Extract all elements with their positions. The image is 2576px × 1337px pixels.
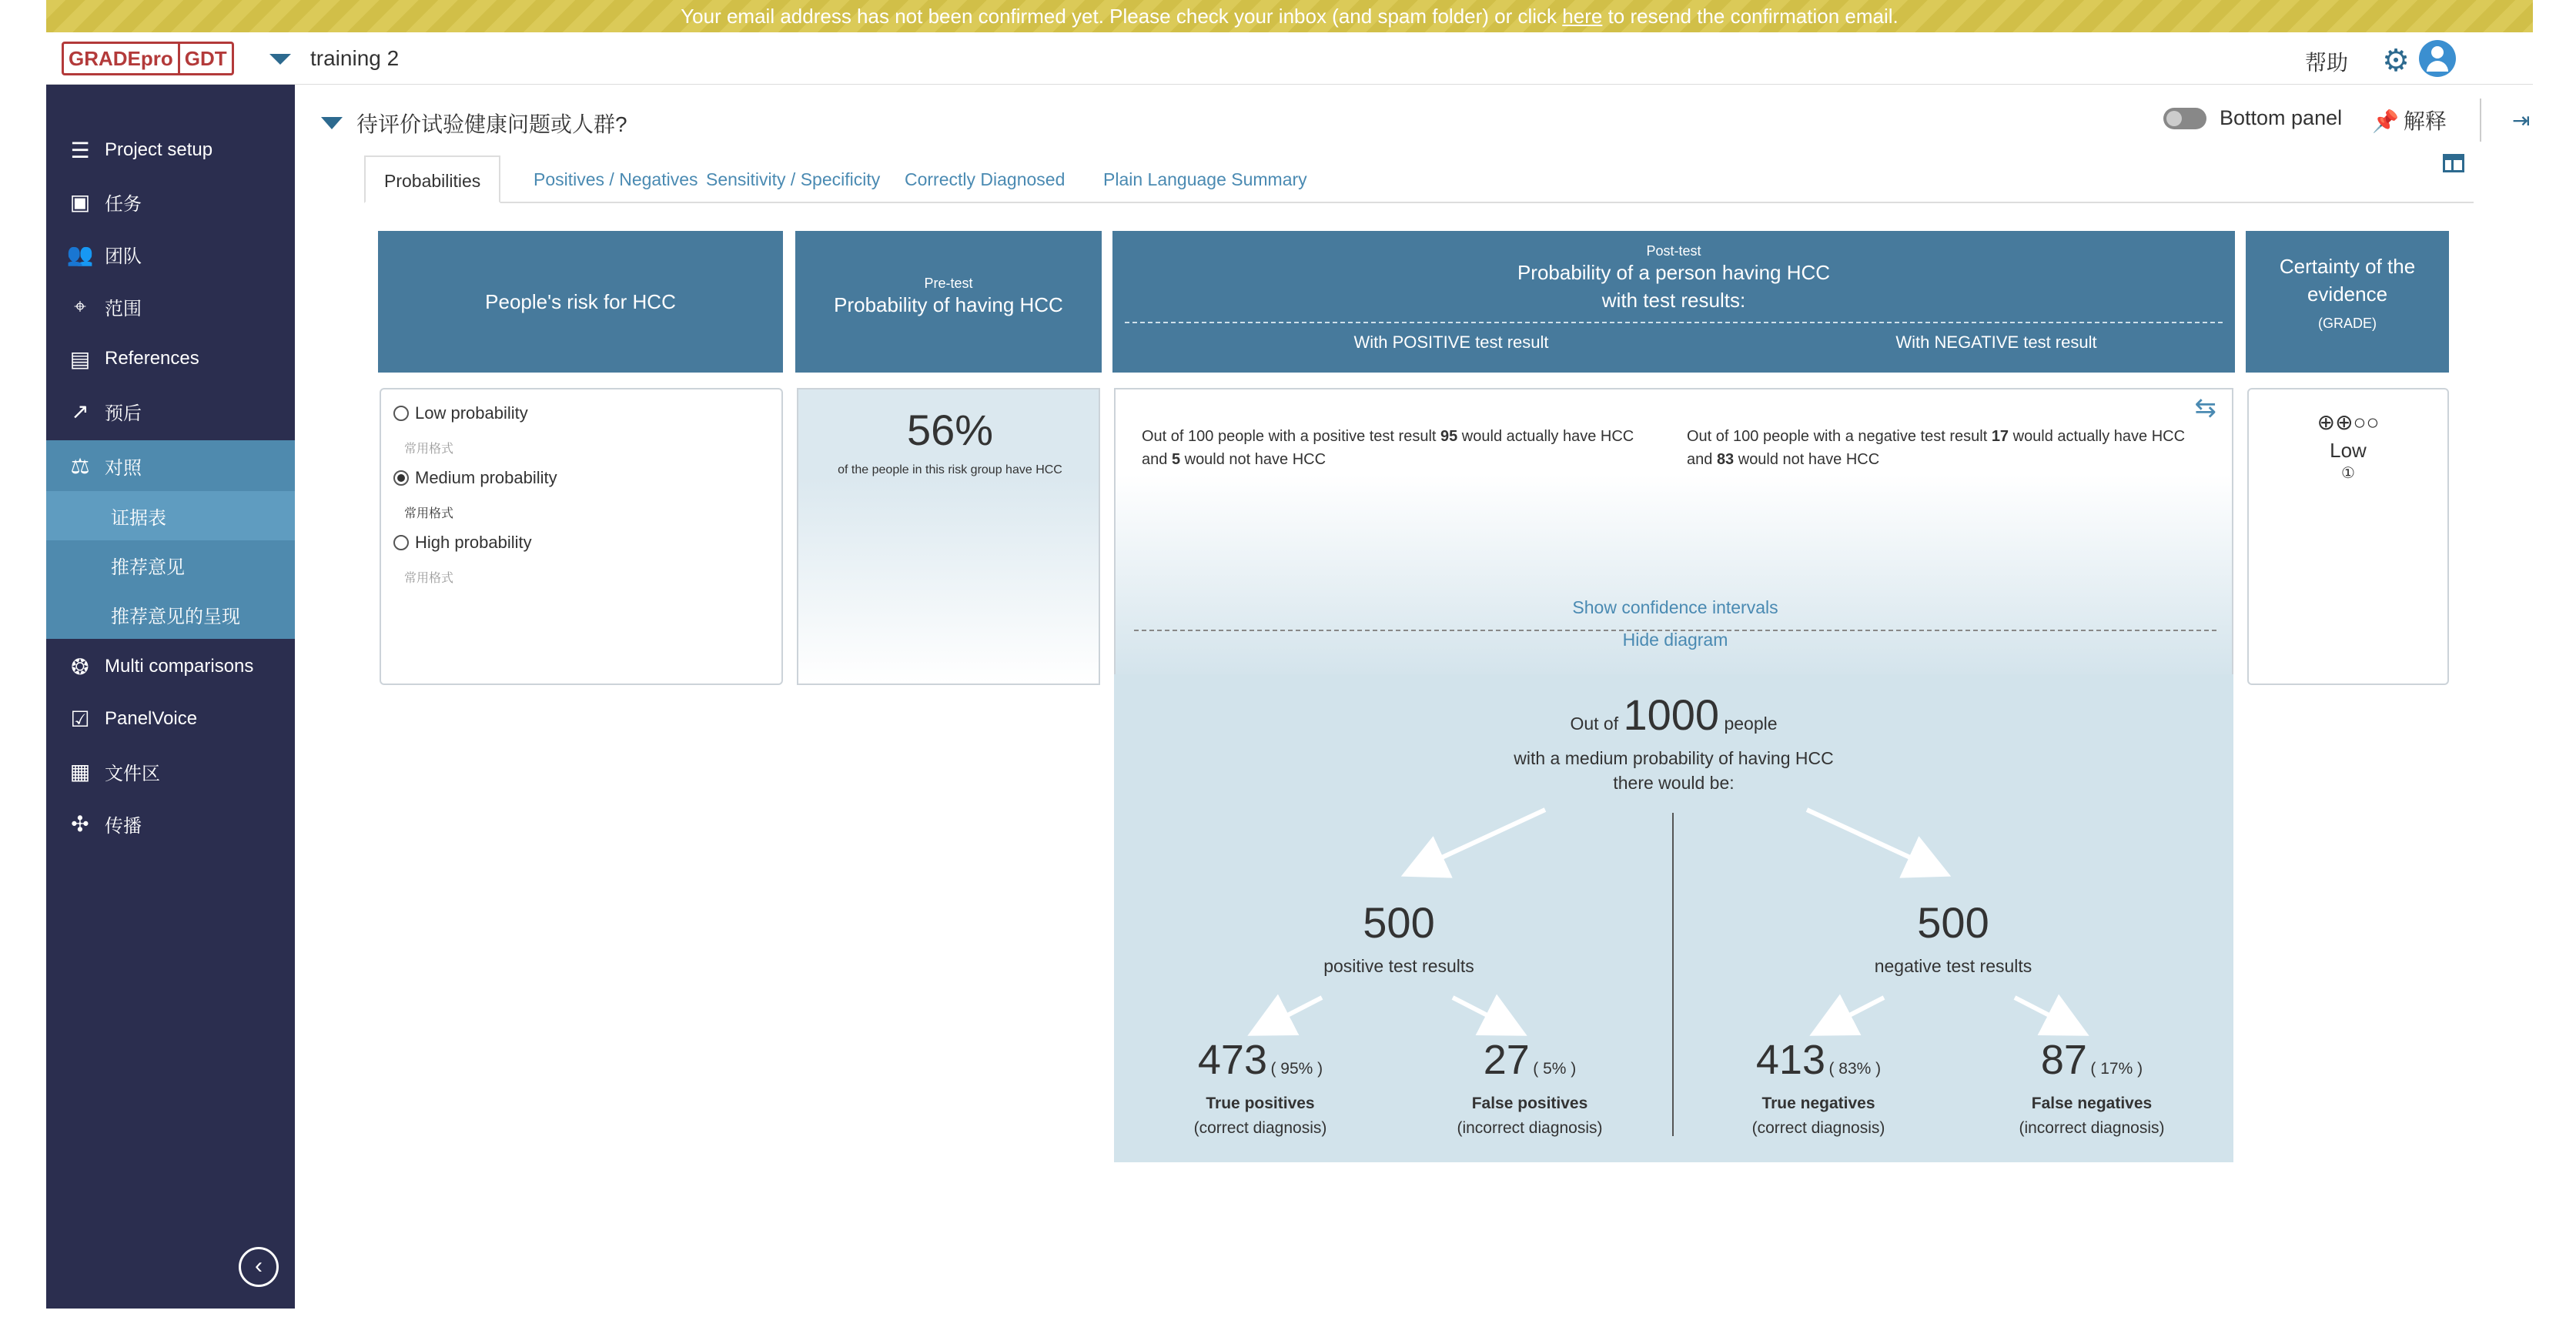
sidebar-item-label: PanelVoice <box>105 708 198 729</box>
sidebar-item-label: 传播 <box>105 815 142 837</box>
tn-number: 413 <box>1755 1037 1825 1083</box>
risk-header-card <box>378 231 783 373</box>
certainty-header-card <box>2246 231 2449 373</box>
show-confidence-intervals-link[interactable]: Show confidence intervals <box>1572 597 1778 617</box>
sliders-icon: ☰ <box>70 138 90 162</box>
export-icon[interactable]: ⇥ <box>2512 109 2531 132</box>
sidebar-item-references[interactable] <box>46 336 295 382</box>
sidebar-item-label: 团队 <box>105 246 142 267</box>
tp-label: True positives <box>1206 1095 1315 1112</box>
positive-total: 500 <box>1363 898 1435 947</box>
arrow-to-negative <box>1807 810 1930 867</box>
sidebar-item-label: Project setup <box>105 139 213 160</box>
fp-label: False positives <box>1471 1095 1588 1112</box>
logo-text-gradepro: GRADEpro <box>69 47 173 70</box>
project-dropdown-caret-icon[interactable] <box>269 54 291 65</box>
question-collapse-caret-icon[interactable] <box>321 117 343 129</box>
tasks-icon: ▣ <box>69 189 91 214</box>
false-negatives-count <box>1984 1036 2200 1084</box>
with-negative-result-label: With NEGATIVE test result <box>1895 333 2097 352</box>
pos-text-a: Out of 100 people with a positive test result <box>1142 428 1440 445</box>
pretest-header-title: Probability of having HCC <box>834 293 1063 316</box>
risk-option-high[interactable] <box>393 533 532 553</box>
posttest-probability-box <box>1114 388 2233 674</box>
tp-sublabel: (correct diagnosis) <box>1193 1119 1327 1137</box>
posttest-positive-text <box>1142 425 1642 471</box>
pos-text-c: would not have HCC <box>1180 451 1326 468</box>
certainty-level: Low <box>2330 439 2367 462</box>
sidebar-item-dissemination[interactable] <box>46 801 295 847</box>
fn-label: False negatives <box>2031 1095 2153 1112</box>
risk-option-low[interactable] <box>393 403 528 423</box>
sidebar-item-project-setup[interactable] <box>46 127 295 173</box>
negative-label: negative test results <box>1874 956 2032 976</box>
pos-number-1: 95 <box>1440 428 1458 445</box>
certainty-header-grade: (GRADE) <box>2318 316 2377 331</box>
fn-number: 87 <box>2040 1037 2087 1083</box>
help-link[interactable]: 帮助 <box>2304 51 2348 75</box>
fn-percent: ( 17% ) <box>2090 1060 2143 1078</box>
pretest-caption: of the people in this risk group have HCC <box>838 463 1062 476</box>
sidebar-item-label: Multi comparisons <box>105 656 254 677</box>
arrow-to-false-positives <box>1453 998 1507 1025</box>
arrow-to-true-negatives <box>1830 998 1884 1025</box>
toolbar-divider <box>2480 99 2481 142</box>
sidebar-item-label: References <box>105 348 199 369</box>
risk-option-high-label: High probability <box>415 533 532 552</box>
risk-option-medium[interactable] <box>393 468 557 488</box>
risk-option-high-format[interactable]: 常用格式 <box>404 572 454 585</box>
certainty-symbols: ⊕⊕○○ <box>2317 410 2380 434</box>
pin-icon: 📌 <box>2372 109 2399 133</box>
banner-text-before: Your email address has not been confirmed yet. Please check your inbox (and spam folder) or click <box>681 5 1563 28</box>
neg-text-c: would not have HCC <box>1734 451 1880 468</box>
app-header <box>46 32 2533 85</box>
posttest-negative-text <box>1687 425 2187 471</box>
sidebar-item-documents[interactable] <box>46 748 295 794</box>
layout-icon[interactable] <box>2443 154 2464 172</box>
tab-sensitivity-specificity[interactable]: Sensitivity / Specificity <box>706 169 881 189</box>
scope-icon: ⌖ <box>74 293 86 318</box>
hide-diagram-link[interactable]: Hide diagram <box>1622 630 1728 650</box>
tp-percent: ( 95% ) <box>1270 1060 1323 1078</box>
collapse-sidebar-chevron-left-icon[interactable]: ‹ <box>239 1247 279 1287</box>
logo-text-gdt: GDT <box>178 44 232 73</box>
diagram-line3: there would be: <box>1613 773 1735 793</box>
balance-icon: ⚖ <box>70 453 90 478</box>
natural-frequency-diagram <box>1114 674 2233 1162</box>
sidebar <box>46 85 295 1309</box>
gradepro-logo[interactable] <box>62 42 234 75</box>
diagram-heading <box>1114 690 2233 740</box>
sidebar-item-tasks[interactable] <box>46 179 295 225</box>
posttest-header-small: Post-test <box>1646 243 1701 259</box>
pos-number-2: 5 <box>1171 451 1181 468</box>
sidebar-item-label: 预后 <box>105 403 142 424</box>
true-positives-count <box>1153 1036 1368 1084</box>
negative-total: 500 <box>1917 898 1989 947</box>
sidebar-item-label: 任务 <box>105 193 142 215</box>
tab-positives-negatives[interactable]: Positives / Negatives <box>534 169 698 189</box>
swap-arrows-icon[interactable]: ⇆ <box>2194 393 2216 423</box>
panelvoice-icon: ☑ <box>70 707 90 731</box>
banner-text-after: to resend the confirmation email. <box>1602 5 1899 28</box>
question-title: 待评价试验健康问题或人群? <box>356 112 627 136</box>
project-name[interactable]: training 2 <box>310 46 400 70</box>
sidebar-subitem-evidence-table[interactable]: 证据表 <box>46 491 295 540</box>
posttest-header-title-line1: Probability of a person having HCC <box>1517 261 1831 284</box>
risk-option-low-label: Low probability <box>415 403 528 423</box>
team-icon: 👥 <box>66 242 94 266</box>
main-content <box>295 85 2533 1309</box>
pos-text-b: would actually have HCC and <box>1142 428 1634 468</box>
fn-sublabel: (incorrect diagnosis) <box>2019 1119 2165 1137</box>
neg-text-b: would actually have HCC and <box>1687 428 2186 468</box>
neg-number-1: 17 <box>1991 428 2009 445</box>
neg-number-2: 83 <box>1716 451 1735 468</box>
arrow-to-true-positives <box>1268 998 1322 1025</box>
fp-sublabel: (incorrect diagnosis) <box>1457 1119 1603 1137</box>
tab-correctly-diagnosed[interactable]: Correctly Diagnosed <box>905 169 1066 189</box>
tp-number: 473 <box>1197 1037 1267 1083</box>
diagram-line2: with a medium probability of having HCC <box>1514 748 1834 768</box>
sidebar-subitem-recommendations[interactable]: 推荐意见 <box>46 540 295 590</box>
pretest-header-card <box>795 231 1102 373</box>
references-icon: ▤ <box>69 346 91 371</box>
resend-confirmation-link[interactable]: here <box>1562 5 1603 28</box>
certainty-footnote-icon[interactable]: ① <box>2341 465 2355 482</box>
with-positive-result-label: With POSITIVE test result <box>1353 333 1549 352</box>
tab-plain-language-summary[interactable]: Plain Language Summary <box>1103 169 1307 189</box>
diagram-total: 1000 <box>1623 690 1720 739</box>
document-icon: ▦ <box>69 759 91 784</box>
positive-label: positive test results <box>1323 956 1474 976</box>
certainty-box <box>2247 388 2449 685</box>
posttest-header-card <box>1112 231 2235 373</box>
false-positives-count <box>1422 1036 1638 1084</box>
fp-number: 27 <box>1483 1037 1530 1083</box>
sidebar-item-label: 对照 <box>105 457 142 479</box>
explain-label: 解释 <box>2403 109 2447 133</box>
sidebar-item-scope[interactable] <box>46 283 295 329</box>
bottom-panel-toggle[interactable] <box>2163 108 2206 129</box>
radio-medium[interactable] <box>393 470 409 486</box>
tab-probabilities[interactable]: Probabilities <box>364 155 500 203</box>
pretest-probability-box <box>797 388 1100 685</box>
true-negatives-count <box>1711 1036 1926 1084</box>
view-tabs <box>364 155 2474 203</box>
bottom-panel-label: Bottom panel <box>2220 106 2343 129</box>
sidebar-item-comparisons[interactable] <box>46 440 295 491</box>
risk-option-medium-format[interactable]: 常用格式 <box>404 507 454 520</box>
radio-low[interactable] <box>393 406 409 421</box>
explain-button[interactable] <box>2372 105 2447 135</box>
sidebar-item-prognosis[interactable] <box>46 388 295 434</box>
neg-text-a: Out of 100 people with a negative test result <box>1687 428 1992 445</box>
diagram-people: people <box>1724 714 1778 734</box>
tn-label: True negatives <box>1761 1095 1875 1112</box>
tn-sublabel: (correct diagnosis) <box>1751 1119 1885 1137</box>
radio-high[interactable] <box>393 535 409 550</box>
pretest-percentage: 56% <box>906 406 994 454</box>
sidebar-subitem-recommendation-presentation[interactable]: 推荐意见的呈现 <box>46 590 295 639</box>
settings-gear-icon[interactable]: ⚙ <box>2382 44 2410 78</box>
user-avatar-icon[interactable] <box>2419 40 2456 77</box>
sidebar-item-label: 文件区 <box>105 763 160 784</box>
sidebar-item-panelvoice[interactable] <box>46 696 295 742</box>
certainty-header-line1: Certainty of the <box>2279 255 2416 278</box>
tn-percent: ( 83% ) <box>1828 1060 1882 1078</box>
fp-percent: ( 5% ) <box>1533 1060 1577 1078</box>
multi-comparisons-icon: ❂ <box>71 654 89 679</box>
certainty-header-line2: evidence <box>2307 282 2388 306</box>
diagram-out-of: Out of <box>1570 714 1619 734</box>
prognosis-icon: ↗ <box>71 399 89 423</box>
email-confirmation-banner <box>46 0 2533 32</box>
sidebar-item-label: 范围 <box>105 298 142 319</box>
risk-option-medium-label: Medium probability <box>415 468 557 487</box>
risk-option-low-format[interactable]: 常用格式 <box>404 443 454 456</box>
sidebar-item-multi-comparisons[interactable] <box>46 643 295 690</box>
posttest-header-title-line2: with test results: <box>1601 289 1746 312</box>
risk-options-box <box>380 388 783 685</box>
arrow-to-false-negatives <box>2015 998 2069 1025</box>
sidebar-item-team[interactable] <box>46 231 295 277</box>
dissemination-icon: ✣ <box>71 811 89 836</box>
risk-header-title: People's risk for HCC <box>485 290 676 313</box>
posttest-header-divider <box>1125 322 2223 323</box>
arrow-to-positive <box>1422 810 1545 867</box>
pretest-header-small: Pre-test <box>924 276 973 291</box>
